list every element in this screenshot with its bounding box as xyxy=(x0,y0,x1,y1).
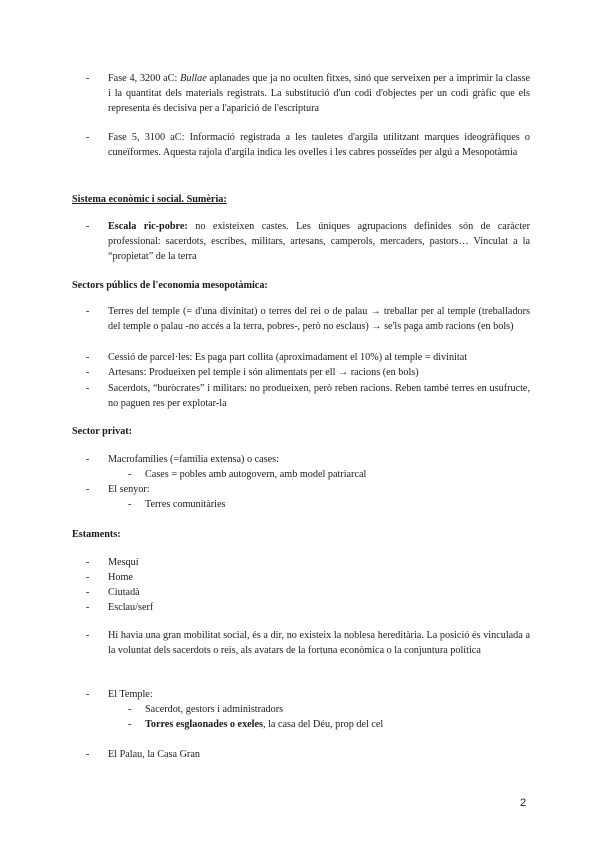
escala-rest: no existeixen castes. Les úniques agrupacions definides són de caràcter professional: sacerdots, escribes, militars, artesans, camperols, mercaders, pastors… Vinculat a la “propietat” de la terra xyxy=(108,221,530,263)
dash-marker: - xyxy=(86,132,90,143)
list-item-esclau xyxy=(86,600,530,615)
list-item-terres xyxy=(86,304,530,334)
list-item-temple xyxy=(86,687,530,702)
terres-comunitaries-text: Terres comunitàries xyxy=(145,499,226,510)
ciutada-text: Ciutadà xyxy=(108,587,140,598)
sub-item-sacerdot xyxy=(128,702,528,717)
list-item-home xyxy=(86,570,530,585)
list-item-sacerdots xyxy=(86,381,530,411)
torres-rest: , la casa del Déu, prop del cel xyxy=(263,719,384,730)
page-number: 2 xyxy=(520,797,527,809)
fase4-lead: Fase 4, 3200 aC: xyxy=(108,73,181,84)
dash-marker: - xyxy=(86,630,90,641)
dash-marker: - xyxy=(86,587,90,598)
dash-marker: - xyxy=(86,572,90,583)
dash-marker: - xyxy=(128,499,132,510)
sub-item-torres xyxy=(128,717,528,732)
cases-text: Cases = pobles amb autogovern, amb model patriarcal xyxy=(145,469,367,480)
artesans-text: Artesans: Produeixen pel temple i són alimentats per ell → racions (en bols) xyxy=(108,367,419,378)
cessio-text: Cessió de parcel·les: Es paga part collita (aproximadament el 10%) al temple = divinitat xyxy=(108,352,468,363)
sub-item-cases xyxy=(128,467,528,482)
list-item-cessio xyxy=(86,350,530,365)
heading-estaments: Estaments: xyxy=(72,529,121,540)
sacerdots-text: Sacerdots, “buròcrates” i militars: no produeixen, però reben racions. Reben també terres en usufructe, no paguen res per explotar-la xyxy=(108,383,530,410)
list-item-mobilitat xyxy=(86,628,530,658)
dash-marker: - xyxy=(86,221,90,232)
palau-text: El Palau, la Casa Gran xyxy=(108,749,200,760)
dash-marker: - xyxy=(86,367,90,378)
dash-marker: - xyxy=(86,306,90,317)
esclau-text: Esclau/serf xyxy=(108,602,154,613)
home-text: Home xyxy=(108,572,133,583)
fase4-italic: Bullae xyxy=(180,73,207,84)
heading-sectors: Sectors públics de l'economia mesopotàmica: xyxy=(72,280,268,291)
mesqui-text: Mesquí xyxy=(108,557,139,568)
dash-marker: - xyxy=(86,557,90,568)
dash-marker: - xyxy=(86,352,90,363)
list-item-escala xyxy=(86,219,530,265)
sacerdot-text: Sacerdot, gestors i administradors xyxy=(145,704,284,715)
list-item-senyor xyxy=(86,482,530,497)
list-item-artesans xyxy=(86,365,530,380)
fase5-text: Fase 5, 3100 aC: Informació registrada a les tauletes d'argila utilitzant marques ideogràfiques o cuneïformes. Aquesta rajola d'argila indica les ovelles i les cabres posseïdes per algú a Mesopotàmia xyxy=(108,132,530,159)
temple-text: El Temple: xyxy=(108,689,153,700)
dash-marker: - xyxy=(128,469,132,480)
senyor-text: El senyor: xyxy=(108,484,150,495)
list-item-fase5 xyxy=(86,130,530,160)
escala-bold: Escala ric-pobre: xyxy=(108,221,188,232)
fase4-rest: aplanades que ja no oculten fitxes, sinó que serveixen per a imprimir la classe i la quantitat dels materials registrats. La substitució d'un codi d'objectes per un codi gràfic que els representa és decisiva per a l'aparició de l'escriptura xyxy=(108,73,530,115)
dash-marker: - xyxy=(86,484,90,495)
dash-marker: - xyxy=(86,689,90,700)
list-item-macrofamilies xyxy=(86,452,530,467)
sub-item-terres-comunitaries xyxy=(128,497,528,512)
list-item-palau xyxy=(86,747,530,762)
dash-marker: - xyxy=(128,719,132,730)
torres-bold: Torres esglaonades o exeles xyxy=(145,719,263,730)
dash-marker: - xyxy=(86,73,90,84)
dash-marker: - xyxy=(86,454,90,465)
terres-text: Terres del temple (= d'una divinitat) o terres del rei o de palau → treballar per al temple (treballadors del temple o palau -no accés a la terra, pobres-, però no esclaus) → se'ls paga amb racions (en bols) xyxy=(108,306,530,333)
dash-marker: - xyxy=(86,383,90,394)
heading-sistema: Sistema econòmic i social. Sumèria: xyxy=(72,194,227,205)
macrofamilies-text: Macrofamílies (=família extensa) o cases: xyxy=(108,454,279,465)
dash-marker: - xyxy=(128,704,132,715)
dash-marker: - xyxy=(86,749,90,760)
mobilitat-text: Hi havia una gran mobilitat social, és a dir, no existeix la noblesa hereditària. La posició és vinculada a la voluntat dels sacerdots o reis, als avatars de la fortuna econòmica o la conjuntura política xyxy=(108,630,530,657)
list-item-mesqui xyxy=(86,555,530,570)
list-item-fase4 xyxy=(86,71,530,117)
dash-marker: - xyxy=(86,602,90,613)
list-item-ciutada xyxy=(86,585,530,600)
heading-privat: Sector privat: xyxy=(72,426,133,437)
